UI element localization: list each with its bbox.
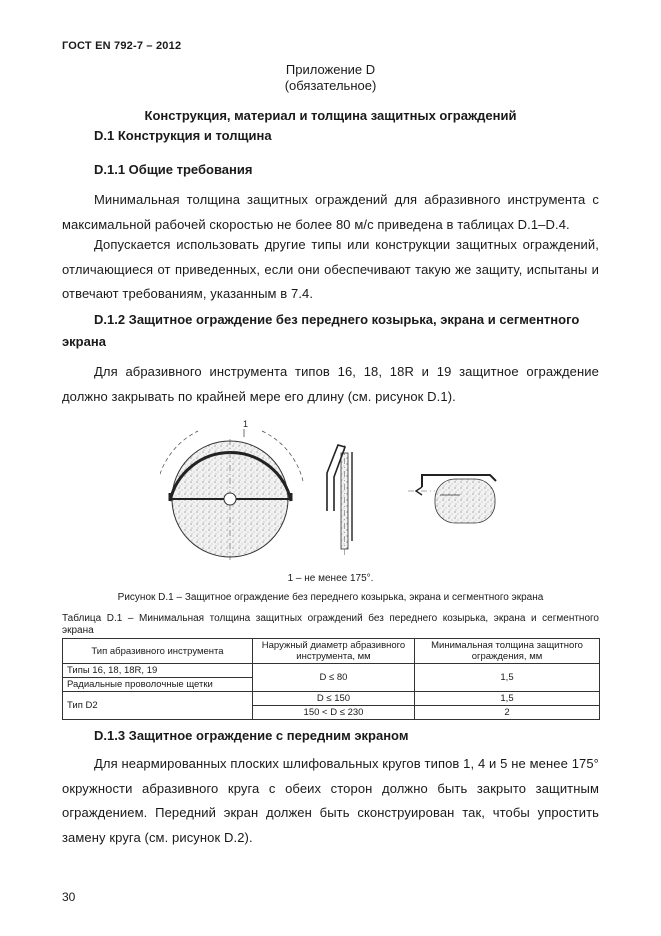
table-header-cell: Минимальная толщина защитного ограждения, мм bbox=[415, 639, 600, 664]
table-cell: 1,5 bbox=[415, 664, 600, 692]
section-d13-heading: D.1.3 Защитное ограждение с передним экраном bbox=[94, 728, 409, 743]
figure-callout-1: 1 bbox=[243, 419, 249, 429]
table-cell: 150 < D ≤ 230 bbox=[253, 706, 415, 720]
table-cell: D ≤ 150 bbox=[253, 692, 415, 706]
table-d1 bbox=[62, 638, 600, 720]
table-cell: D ≤ 80 bbox=[253, 664, 415, 692]
table-header-cell: Наружный диаметр абразивного инструмента, мм bbox=[253, 639, 415, 664]
page-number: 30 bbox=[62, 890, 76, 904]
table-row bbox=[63, 692, 600, 706]
section-d12-heading-line1: D.1.2 Защитное ограждение без переднего козырька, экрана и сегментного bbox=[94, 312, 580, 327]
table-row bbox=[63, 664, 600, 678]
d13-paragraph-1: Для неармированных плоских шлифовальных кругов типов 1, 4 и 5 не менее 175° окружности абразивного круга с обеих сторон должно быть закрыто защитным ограждением. Передний экран должен быть сконструирован так, чтобы упростить замену круга (см. рисунок D.2). bbox=[62, 756, 599, 845]
table-header-row bbox=[63, 639, 600, 664]
wheel-side-view bbox=[327, 445, 352, 557]
d11-paragraph-2: Допускается использовать другие типы или конструкции защитных ограждений, отличающиеся от приведенных, если они обеспечивают такую же защиту, испытаны и отвечают требованиям, указанным в 7.4. bbox=[62, 237, 599, 301]
table-cell: Типы 16, 18, 18R, 19 bbox=[63, 664, 253, 678]
appendix-subtitle: (обязательное) bbox=[284, 78, 377, 93]
table-cell: 1,5 bbox=[415, 692, 600, 706]
appendix-title: Приложение D bbox=[285, 62, 376, 77]
section-d11-heading: D.1.1 Общие требования bbox=[94, 162, 253, 177]
figure-caption: Рисунок D.1 – Защитное ограждение без переднего козырька, экрана и сегментного экрана bbox=[117, 592, 544, 603]
d12-paragraph-1: Для абразивного инструмента типов 16, 18, 18R и 19 защитное ограждение должно закрывать по крайней мере его длину (см. рисунок D.1). bbox=[62, 364, 599, 404]
table-cell: 2 bbox=[415, 706, 600, 720]
section-d12-heading-line2: экрана bbox=[62, 334, 106, 349]
section-d1-heading: D.1 Конструкция и толщина bbox=[94, 128, 272, 143]
appendix-heading: Конструкция, материал и толщина защитных ограждений bbox=[144, 108, 517, 123]
guard-cross-section bbox=[408, 475, 496, 523]
wheel-front-view bbox=[160, 419, 303, 560]
figure-note: 1 – не менее 175°. bbox=[287, 573, 374, 584]
figure-d1 bbox=[160, 415, 505, 570]
table-header-cell: Тип абразивного инструмента bbox=[63, 639, 253, 664]
document-header: ГОСТ EN 792-7 – 2012 bbox=[62, 40, 182, 52]
d11-paragraph-1: Минимальная толщина защитных ограждений для абразивного инструмента с максимальной рабочей скоростью не более 80 м/с приведена в таблицах D.1–D.4. bbox=[62, 192, 599, 232]
table-cell: Тип D2 bbox=[63, 692, 253, 720]
table-caption: Таблица D.1 – Минимальная толщина защитных ограждений без переднего козырька, экрана и сегментного экрана bbox=[62, 613, 599, 636]
table-cell: Радиальные проволочные щетки bbox=[63, 678, 253, 692]
